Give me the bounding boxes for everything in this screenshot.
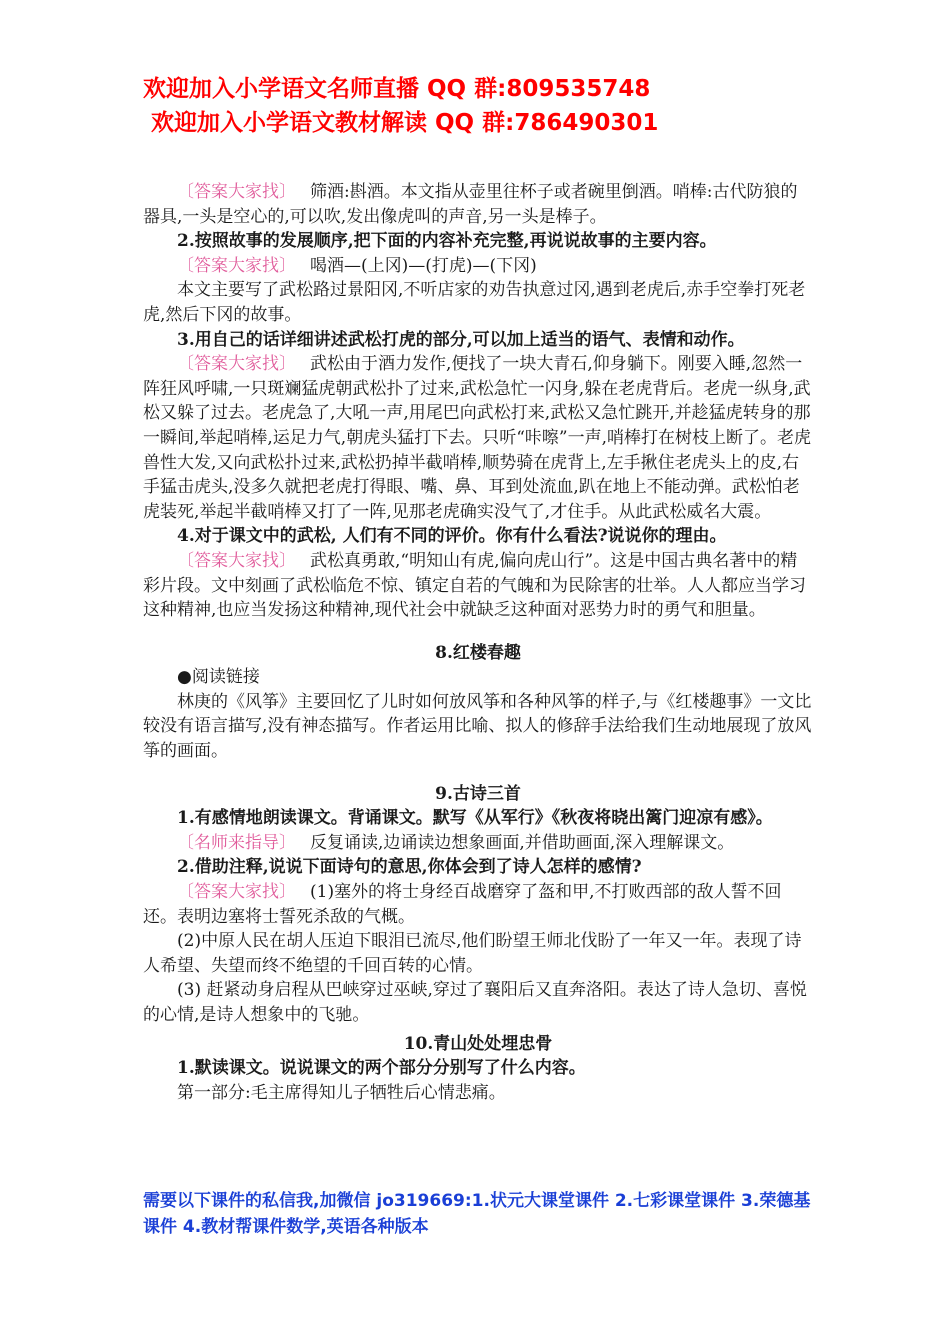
promo-line-1: 欢迎加入小学语文名师直播 QQ 群:809535748 [143, 76, 651, 102]
paragraph: 本文主要写了武松路过景阳冈,不听店家的劝告执意过冈,遇到老虎后,赤手空拳打死老虎,然后下冈的故事。 [143, 280, 806, 325]
paragraph [143, 180, 813, 229]
section-title: 9.古诗三首 [435, 783, 521, 804]
answer: (2)中原人民在胡人压迫下眼泪已流尽,他们盼望王师北伐盼了一年又一年。表现了诗人希望、失望而终不绝望的千回百转的心情。 [143, 931, 802, 976]
answer [143, 831, 813, 856]
promo-line-2: 欢迎加入小学语文教材解读 QQ 群:786490301 [151, 110, 659, 136]
answer: 第一部分:毛主席得知儿子牺牲后心情悲痛。 [177, 1082, 506, 1103]
answer-text: 喝酒—(上冈)—(打虎)—(下冈) [310, 255, 537, 276]
answer-text: 反复诵读,边诵读边想象画面,并借助画面,深入理解课文。 [310, 832, 735, 853]
answer-text: (1)塞外的将士身经百战磨穿了盔和甲,不打败西部的敌人誓不回还。表明边塞将士誓死杀敌的气概。 [143, 882, 782, 927]
section-title: 10.青山处处埋忠骨 [403, 1033, 553, 1054]
answer [143, 254, 813, 279]
question: 1.默读课文。说说课文的两个部分分别写了什么内容。 [177, 1058, 586, 1079]
answer [143, 880, 813, 929]
answer-text: 武松真勇敢,“明知山有虎,偏向虎山行”。这是中国古典名著中的精彩片段。文中刻画了武松临危不惊、镇定自若的气魄和为民除害的壮举。人人都应当学习这种精神,也应当发扬这种精神,现代社会中就缺乏这种面对恶势力时的勇气和胆量。 [143, 550, 806, 621]
answer [143, 549, 813, 623]
question: 1.有感情地朗读课文。背诵课文。默写《从军行》《秋夜将晓出篱门迎凉有感》。 [177, 808, 773, 829]
teacher-tag: 〔名师来指导〕 [177, 832, 296, 853]
reading-link-label: ●阅读链接 [177, 667, 260, 688]
answer-tag: 〔答案大家找〕 [177, 354, 296, 375]
question: 2.借助注释,说说下面诗句的意思,你体会到了诗人怎样的感情? [177, 857, 642, 878]
promo-banner [143, 72, 863, 140]
answer-tag: 〔答案大家找〕 [177, 550, 296, 571]
answer-text: 武松由于酒力发作,便找了一块大青石,仰身躺下。刚要入睡,忽然一阵狂风呼啸,一只斑斓猛虎朝武松扑了过来,武松急忙一闪身,躲在老虎背后。老虎一纵身,武松又躲了过去。老虎急了,大吼一声,用尾巴向武松打来,武松又急忙跳开,并趁猛虎转身的那一瞬间,举起哨棒,运足力气,朝虎头猛打下去。只听“咔嚓”一声,哨棒打在树枝上断了。老虎兽性大发,又向武松扑过来,武松扔掉半截哨棒,顺势骑在虎背上,左手揪住老虎头上的皮,右手猛击虎头,没多久就把老虎打得眼、嘴、鼻、耳到处流血,趴在地上不能动弹。武松怕老虎装死,举起半截哨棒又打了一阵,见那老虎确实没气了,才住手。从此武松威名大震。 [143, 354, 811, 522]
answer: (3) 赶紧动身启程从巴峡穿过巫峡,穿过了襄阳后又直奔洛阳。表达了诗人急切、喜悦的心情,是诗人想象中的飞驰。 [143, 980, 807, 1025]
answer-tag: 〔答案大家找〕 [177, 182, 296, 202]
question: 3.用自己的话详细讲述武松打虎的部分,可以加上适当的语气、表情和动作。 [177, 329, 745, 350]
question: 2.按照故事的发展顺序,把下面的内容补充完整,再说说故事的主要内容。 [177, 231, 717, 252]
paragraph: 林庚的《风筝》主要回忆了儿时如何放风筝和各种风筝的样子,与《红楼趣事》一文比较没有语言描写,没有神态描写。作者运用比喻、拟人的修辞手法给我们生动地展现了放风筝的画面。 [143, 691, 812, 762]
promo-footer: 需要以下课件的私信我,加微信 jo319669:1.状元大课堂课件 2.七彩课堂课件 3.荣德基课件 4.教材帮课件数学,英语各种版本 [143, 1191, 811, 1237]
answer-tag: 〔答案大家找〕 [177, 882, 296, 903]
answer [143, 352, 813, 524]
document-body [143, 180, 813, 1105]
question: 4.对于课文中的武松, 人们有不同的评价。你有什么看法?说说你的理由。 [177, 526, 727, 547]
answer-tag: 〔答案大家找〕 [177, 255, 296, 276]
paragraph-text: 筛酒:斟酒。本文指从壶里往杯子或者碗里倒酒。哨棒:古代防狼的器具,一头是空心的,可以吹,发出像虎叫的声音,另一头是棒子。 [143, 182, 798, 227]
section-title: 8.红楼春趣 [435, 642, 521, 663]
